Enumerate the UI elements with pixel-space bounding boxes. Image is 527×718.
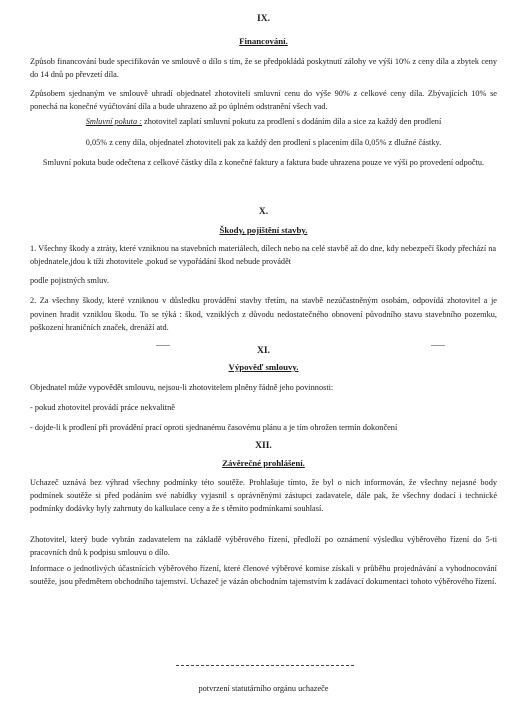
signature-line <box>176 665 354 666</box>
section-xi-paragraph-1: Objednatel může vypovědět smlouvu, nejsou-li zhotovitelem plněny řádně jeho povinnosti: <box>30 383 334 392</box>
signature-label: potvrzení statutárního orgánu uchazeče <box>198 684 329 693</box>
section-ix-title: Financování. <box>239 36 288 46</box>
section-x-number: X. <box>258 207 269 217</box>
section-xii-paragraph-1: Uchazeč uznává bez výhrad všechny podmínky této soutěže. Prohlašuje tímto, že byl o nich informován, že všechny nejasné body podmínek soutěže si před podáním své nabídky vyjasnil s oprávněnými zástupci zadavatele, dále pak, že všechny dodací i technické podmínky dodávky byly zahrnuty do kalkulace ceny a že s těmito podmínkami souhlasí. <box>30 478 497 513</box>
section-x-paragraph-2: 2. Za všechny škody, které vzniknou v důsledku provádění stavby třetím, na stavbě nezúčastněným osobám, odpovídá zhotovitel a je povinen hradit vzniklou škodu. To se týká : škod, vzniklých z důvodu nedostatečného obnovení původního stavu stavebního pozemku, poškození hraničních značek, drenáží atd. <box>30 296 497 332</box>
section-xii-paragraph-3: Informace o jednotlivých účastnících výběrového řízení, které členové výběrové komise získali v průběhu projednávání a vyhodnocování soutěže, jsou předmětem obchodního tajemství. Uchazeč je vázán obchodním tajemstvím k zadávací dokumentaci tohoto výběrového řízení. <box>30 564 497 586</box>
section-xi-bullet-2: - dojde-li k prodlení při provádění prací oproti sjednanému časovému plánu a je tím ohrožen termín dokončení <box>30 423 398 432</box>
section-x-title: Škody, pojištění stavby. <box>219 225 308 235</box>
section-xi-title: Výpověď smlouvy. <box>228 362 299 372</box>
section-ix-paragraph-5: Smluvní pokuta bude odečtena z celkové částky díla z konečné faktury a faktura bude uhrazena pouze ve výši po provedení odpočtu. <box>42 158 485 167</box>
section-xii-title: Závěrečné prohlášení. <box>222 458 305 468</box>
section-xii-paragraph-2: Zhotovitel, který bude vybrán zadavatelem na základě výběrového řízení, předloží po oznámení výsledku výběrového řízení do 5-ti pracovních dnů k podpisu smlouvu o dílo. <box>30 535 497 557</box>
section-x-paragraph-1b: podle pojistných smluv. <box>30 276 109 285</box>
section-xii-number: XII. <box>255 441 272 451</box>
section-ix-paragraph-3: Smluvní pokuta : zhotovitel zaplatí smluvní pokutu za prodlení s dodáním díla a sice za každý den prodlení <box>85 117 442 126</box>
section-ix-paragraph-4: 0,05% z ceny díla, objednatel zhotoviteli pak za každý den prodlení s placením díla 0,05% z dlužné částky. <box>85 138 442 147</box>
section-ix-paragraph-2: Způsobem sjednaným ve smlouvě uhradí objednatel zhotoviteli smluvní cenu do výše 90% z celkové ceny díla. Zbývajících 10% se ponechá na konečné vyúčtování díla a bude uhrazeno až po úplném odstranění všech vad. <box>30 89 497 111</box>
section-ix-number: IX. <box>257 14 270 24</box>
section-x-paragraph-1: 1. Všechny škody a ztráty, které vzniknou na stavebních materiálech, dílech nebo na celé stavbě až do dne, kdy nebezpečí škody přechází na objednatele,jdou k tíži zhotovitele ,pokud se vypořádání škod nebude provádět <box>30 244 497 266</box>
penalty-label: Smluvní pokuta : <box>85 117 142 126</box>
section-xi-number: XI. <box>257 346 270 356</box>
section-ix-paragraph-1: Způsob financování bude specifikován ve smlouvě o dílo s tím, že se předpokládá poskytnutí zálohy ve výši 10% z ceny díla a zbytek ceny do 14 dnů po převzetí díla. <box>30 57 497 79</box>
section-xi-bullet-1: - pokud zhotovitel provádí práce nekvalitně <box>30 403 175 412</box>
